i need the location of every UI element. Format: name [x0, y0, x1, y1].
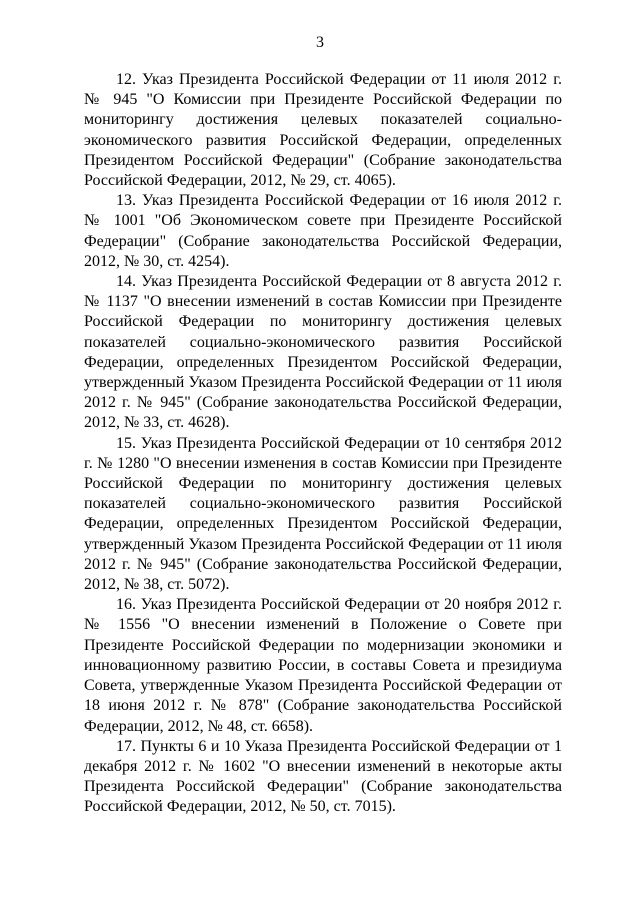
list-item-13: 13. Указ Президента Российской Федерации от 16 июля 2012 г. № 1001 "Об Экономическом совете при Президенте Российской Федерации" (Собрание законодательства Российской Федерации, 2012, № 30, ст. 4254).	[84, 192, 562, 270]
list-item-15: 15. Указ Президента Российской Федерации от 10 сентября 2012 г. № 1280 "О внесении изменения в состав Комиссии при Президенте Российской Федерации по мониторингу достижения целевых показателей социально-экономического развития Российской Федерации, определенных Президентом Российской Федерации, утвержденный Указом Президента Российской Федерации от 11 июля 2012 г. № 945" (Собрание законодательства Российской Федерации, 2012, № 38, ст. 5072).	[84, 434, 562, 594]
list-item-16: 16. Указ Президента Российской Федерации от 20 ноября 2012 г. № 1556 "О внесении изменений в Положение о Совете при Президенте Российской Федерации по модернизации экономики и инновационному развитию России, в составы Совета и президиума Совета, утвержденные Указом Президента Российской Федерации от 18 июня 2012 г. № 878" (Собрание законодательства Российской Федерации, 2012, № 48, ст. 6658).	[84, 596, 562, 735]
list-item-12: 12. Указ Президента Российской Федерации от 11 июля 2012 г. № 945 "О Комиссии при Президенте Российской Федерации по мониторингу достижения целевых показателей социально-экономического развития Российской Федерации, определенных Президентом Российской Федерации" (Собрание законодательства Российской Федерации, 2012, № 29, ст. 4065).	[84, 71, 562, 190]
list-item-14: 14. Указ Президента Российской Федерации от 8 августа 2012 г. № 1137 "О внесении изменений в состав Комиссии при Президенте Российской Федерации по мониторингу достижения целевых показателей социально-экономического развития Российской Федерации, определенных Президентом Российской Федерации, утвержденный Указом Президента Российской Федерации от 11 июля 2012 г. № 945" (Собрание законодательства Российской Федерации, 2012, № 33, ст. 4628).	[84, 273, 562, 432]
document-body	[84, 70, 562, 818]
page-number: 3	[316, 34, 324, 51]
list-item-17: 17. Пункты 6 и 10 Указа Президента Российской Федерации от 1 декабря 2012 г. № 1602 "О внесении изменений в некоторые акты Президента Российской Федерации" (Собрание законодательства Российской Федерации, 2012, № 50, ст. 7015).	[84, 737, 562, 816]
